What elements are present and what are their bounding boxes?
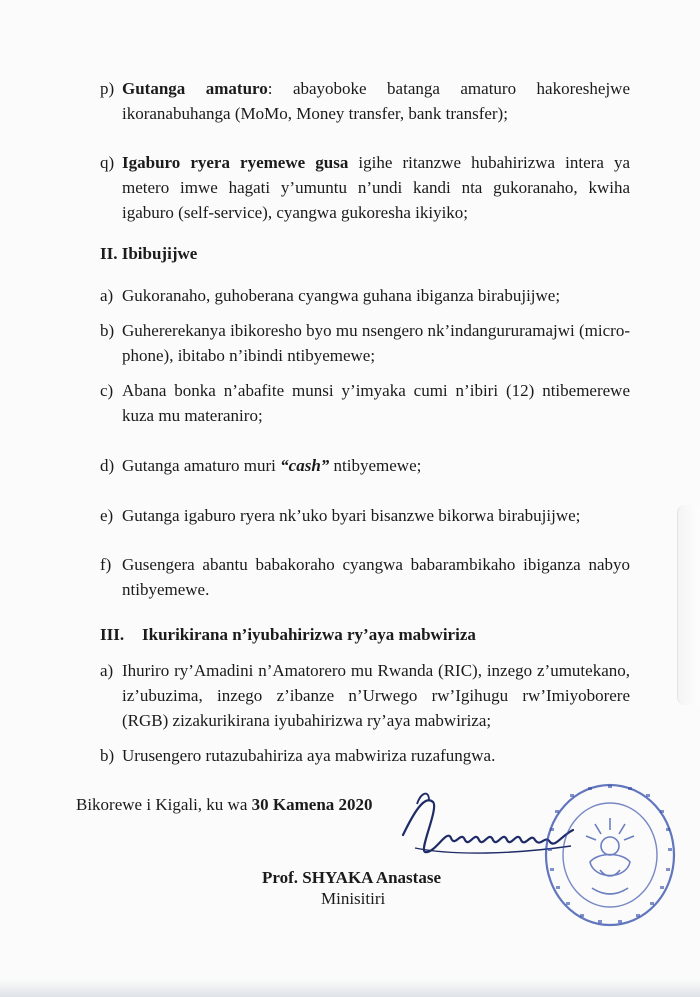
item-label: p) <box>100 79 115 98</box>
list-item-e <box>100 503 630 528</box>
item-text: Guhererekanya ibikoresho byo mu nsengero nk’indangururamajwi (micro-phone), ibitabo n’ibindi ntibyemewe; <box>122 321 630 365</box>
item-label: q) <box>100 153 115 172</box>
signatory-name: Prof. SHYAKA Anastase <box>262 868 441 887</box>
section-heading-2: II. Ibibujijwe <box>100 244 198 263</box>
item-text: Gusengera abantu babakoraho cyangwa babarambikaho ibiganza nabyo ntibyemewe. <box>122 555 630 599</box>
item-label: f) <box>100 555 112 574</box>
item-text: Gutanga amaturo muri <box>122 456 281 475</box>
section-number: III. <box>100 625 125 644</box>
item-label: b) <box>100 321 115 340</box>
official-seal <box>540 780 680 930</box>
item-text: igihe ritanzwe hubahirizwa intera ya metero imwe hagati y’umuntu n’undi kandi nta gukoranaho, kwiha igaburo (self-service), cyangwa gukoresha ikiyiko; <box>122 153 630 222</box>
list-item-d <box>100 453 630 478</box>
item-text: : abayoboke batanga amaturo hakoreshejwe ikoranabuhanga (MoMo, Money transfer, bank transfer); <box>122 79 630 123</box>
signing-place-date <box>76 795 373 815</box>
item-label: e) <box>100 506 114 525</box>
section-title: Ikurikirana n’iyubahirizwa ry’aya mabwiriza <box>142 625 476 644</box>
item-text: Abana bonka n’abafite munsi y’imyaka cumi n’ibiri (12) ntibemerewe kuza mu materaniro; <box>122 381 630 425</box>
item-label: b) <box>100 746 115 765</box>
item-text: Gutanga igaburo ryera nk’uko byari bisanzwe bikorwa birabujijwe; <box>122 506 581 525</box>
list-item-f <box>100 552 630 602</box>
signatory-title: Minisitiri <box>321 889 386 908</box>
list-item-a <box>100 658 630 733</box>
list-item-a <box>100 283 630 308</box>
list-item-b <box>100 743 630 768</box>
list-item-b <box>100 318 630 368</box>
item-bold-text: Igaburo ryera ryemewe gusa <box>122 153 349 172</box>
list-item-c <box>100 378 630 428</box>
item-label: a) <box>100 661 114 680</box>
signing-date: 30 Kamena 2020 <box>251 795 373 814</box>
item-text: Gukoranaho, guhoberana cyangwa guhana ibiganza birabujijwe; <box>122 286 561 305</box>
item-label: a) <box>100 286 114 305</box>
item-label: d) <box>100 456 115 475</box>
page-bottom-shadow <box>0 979 700 997</box>
page-fold <box>677 505 700 705</box>
item-label: c) <box>100 381 114 400</box>
item-text: Urusengero rutazubahiriza aya mabwiriza ruzafungwa. <box>122 746 496 765</box>
list-item-q <box>100 150 630 225</box>
item-text-end: ntibyemewe; <box>329 456 422 475</box>
section-heading-3 <box>100 622 476 647</box>
item-text: Ihuriro ry’Amadini n’Amatorero mu Rwanda (RIC), inzego z’umutekano, iz’ubuzima, inzego z’ibanze n’Urwego rw’Igihugu rw’Imiyoborere (RGB) zizakurikirana iyubahirizwa ry’aya mabwiriza; <box>122 661 630 730</box>
list-item-p <box>100 76 630 126</box>
item-bold-text: Gutanga amaturo <box>122 79 268 98</box>
item-emphasis: “cash” <box>280 456 330 475</box>
signing-place: Bikorewe i Kigali, ku wa <box>76 795 252 814</box>
